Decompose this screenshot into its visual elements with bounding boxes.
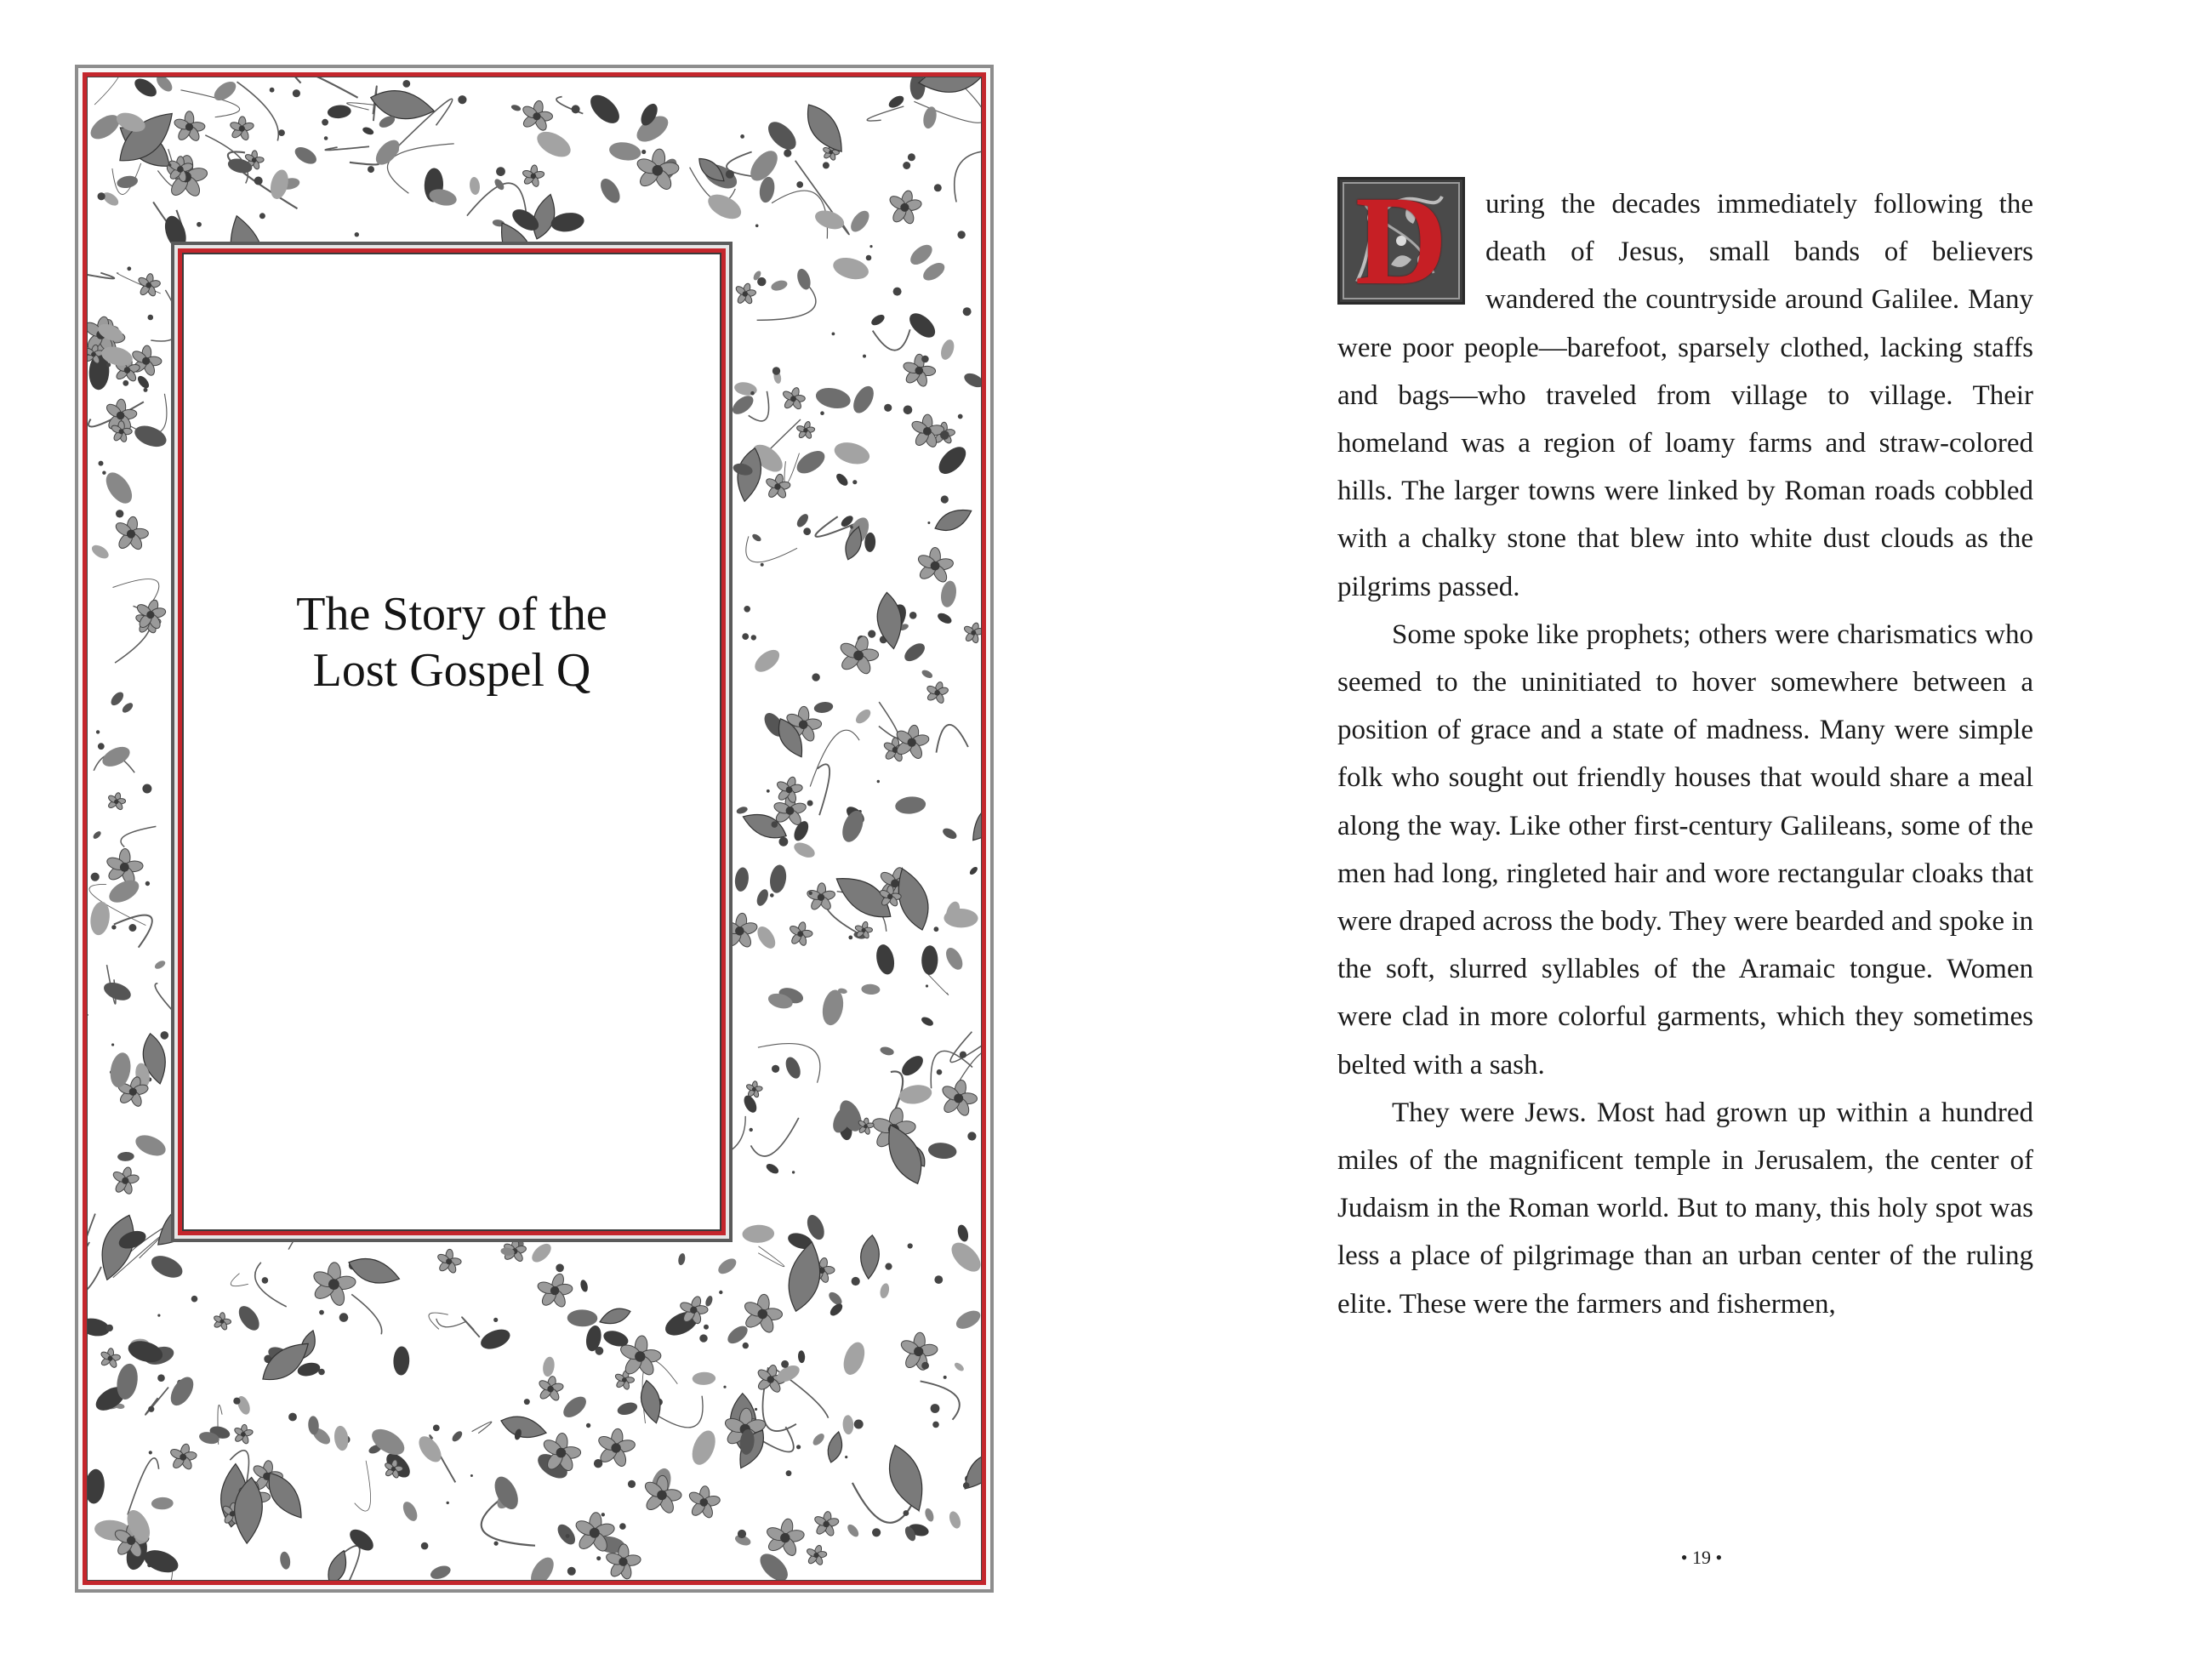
chapter-title-line-1: The Story of the: [296, 588, 607, 641]
page-number: • 19 •: [1680, 1547, 1723, 1568]
body-text: [1337, 170, 2033, 1328]
chapter-title: [184, 586, 720, 698]
paragraph-1: uring the decades immediately following the death of Jesus, small bands of believers wandered the countryside around Galilee. Many were poor people—barefoot, sparsely clothed, lacking staffs and bags—who traveled from village to village. Their homeland was a region of loamy farms and straw-colored hills. The larger towns were linked by Roman roads cobbled with a chalky stone that blew into white dust clouds as the pilgrims passed.: [1337, 189, 2033, 602]
paragraph-3: They were Jews. Most had grown up within a hundred miles of the magnificent temple in Jerusalem, the center of Judaism in the Roman world. But to many, this holy spot was less a place of pilgrimage than an urban center of the ruling elite. These were the farmers and fishermen,: [1337, 1097, 2033, 1320]
illuminated-border-frame: [75, 65, 994, 1593]
paragraph-2: Some spoke like prophets; others were charismatics who seemed to the uninitiated to hover somewhere between a position of grace and a state of madness. Many were simple folk who sought out friendly houses that would share a meal along the way. Like other first-century Galileans, some of the men had long, ringleted hair and wore rectangular cloaks that were draped across the body. They were bearded and spoke in the soft, slurred syllables of the Aramaic tongue. Women were clad in more colorful garments, which they sometimes belted with a sash.: [1337, 619, 2033, 1080]
illuminated-dropcap: [1337, 170, 1465, 311]
title-panel: [171, 242, 733, 1242]
chapter-title-line-2: Lost Gospel Q: [312, 644, 591, 697]
dropcap-letter: D: [1354, 170, 1448, 311]
